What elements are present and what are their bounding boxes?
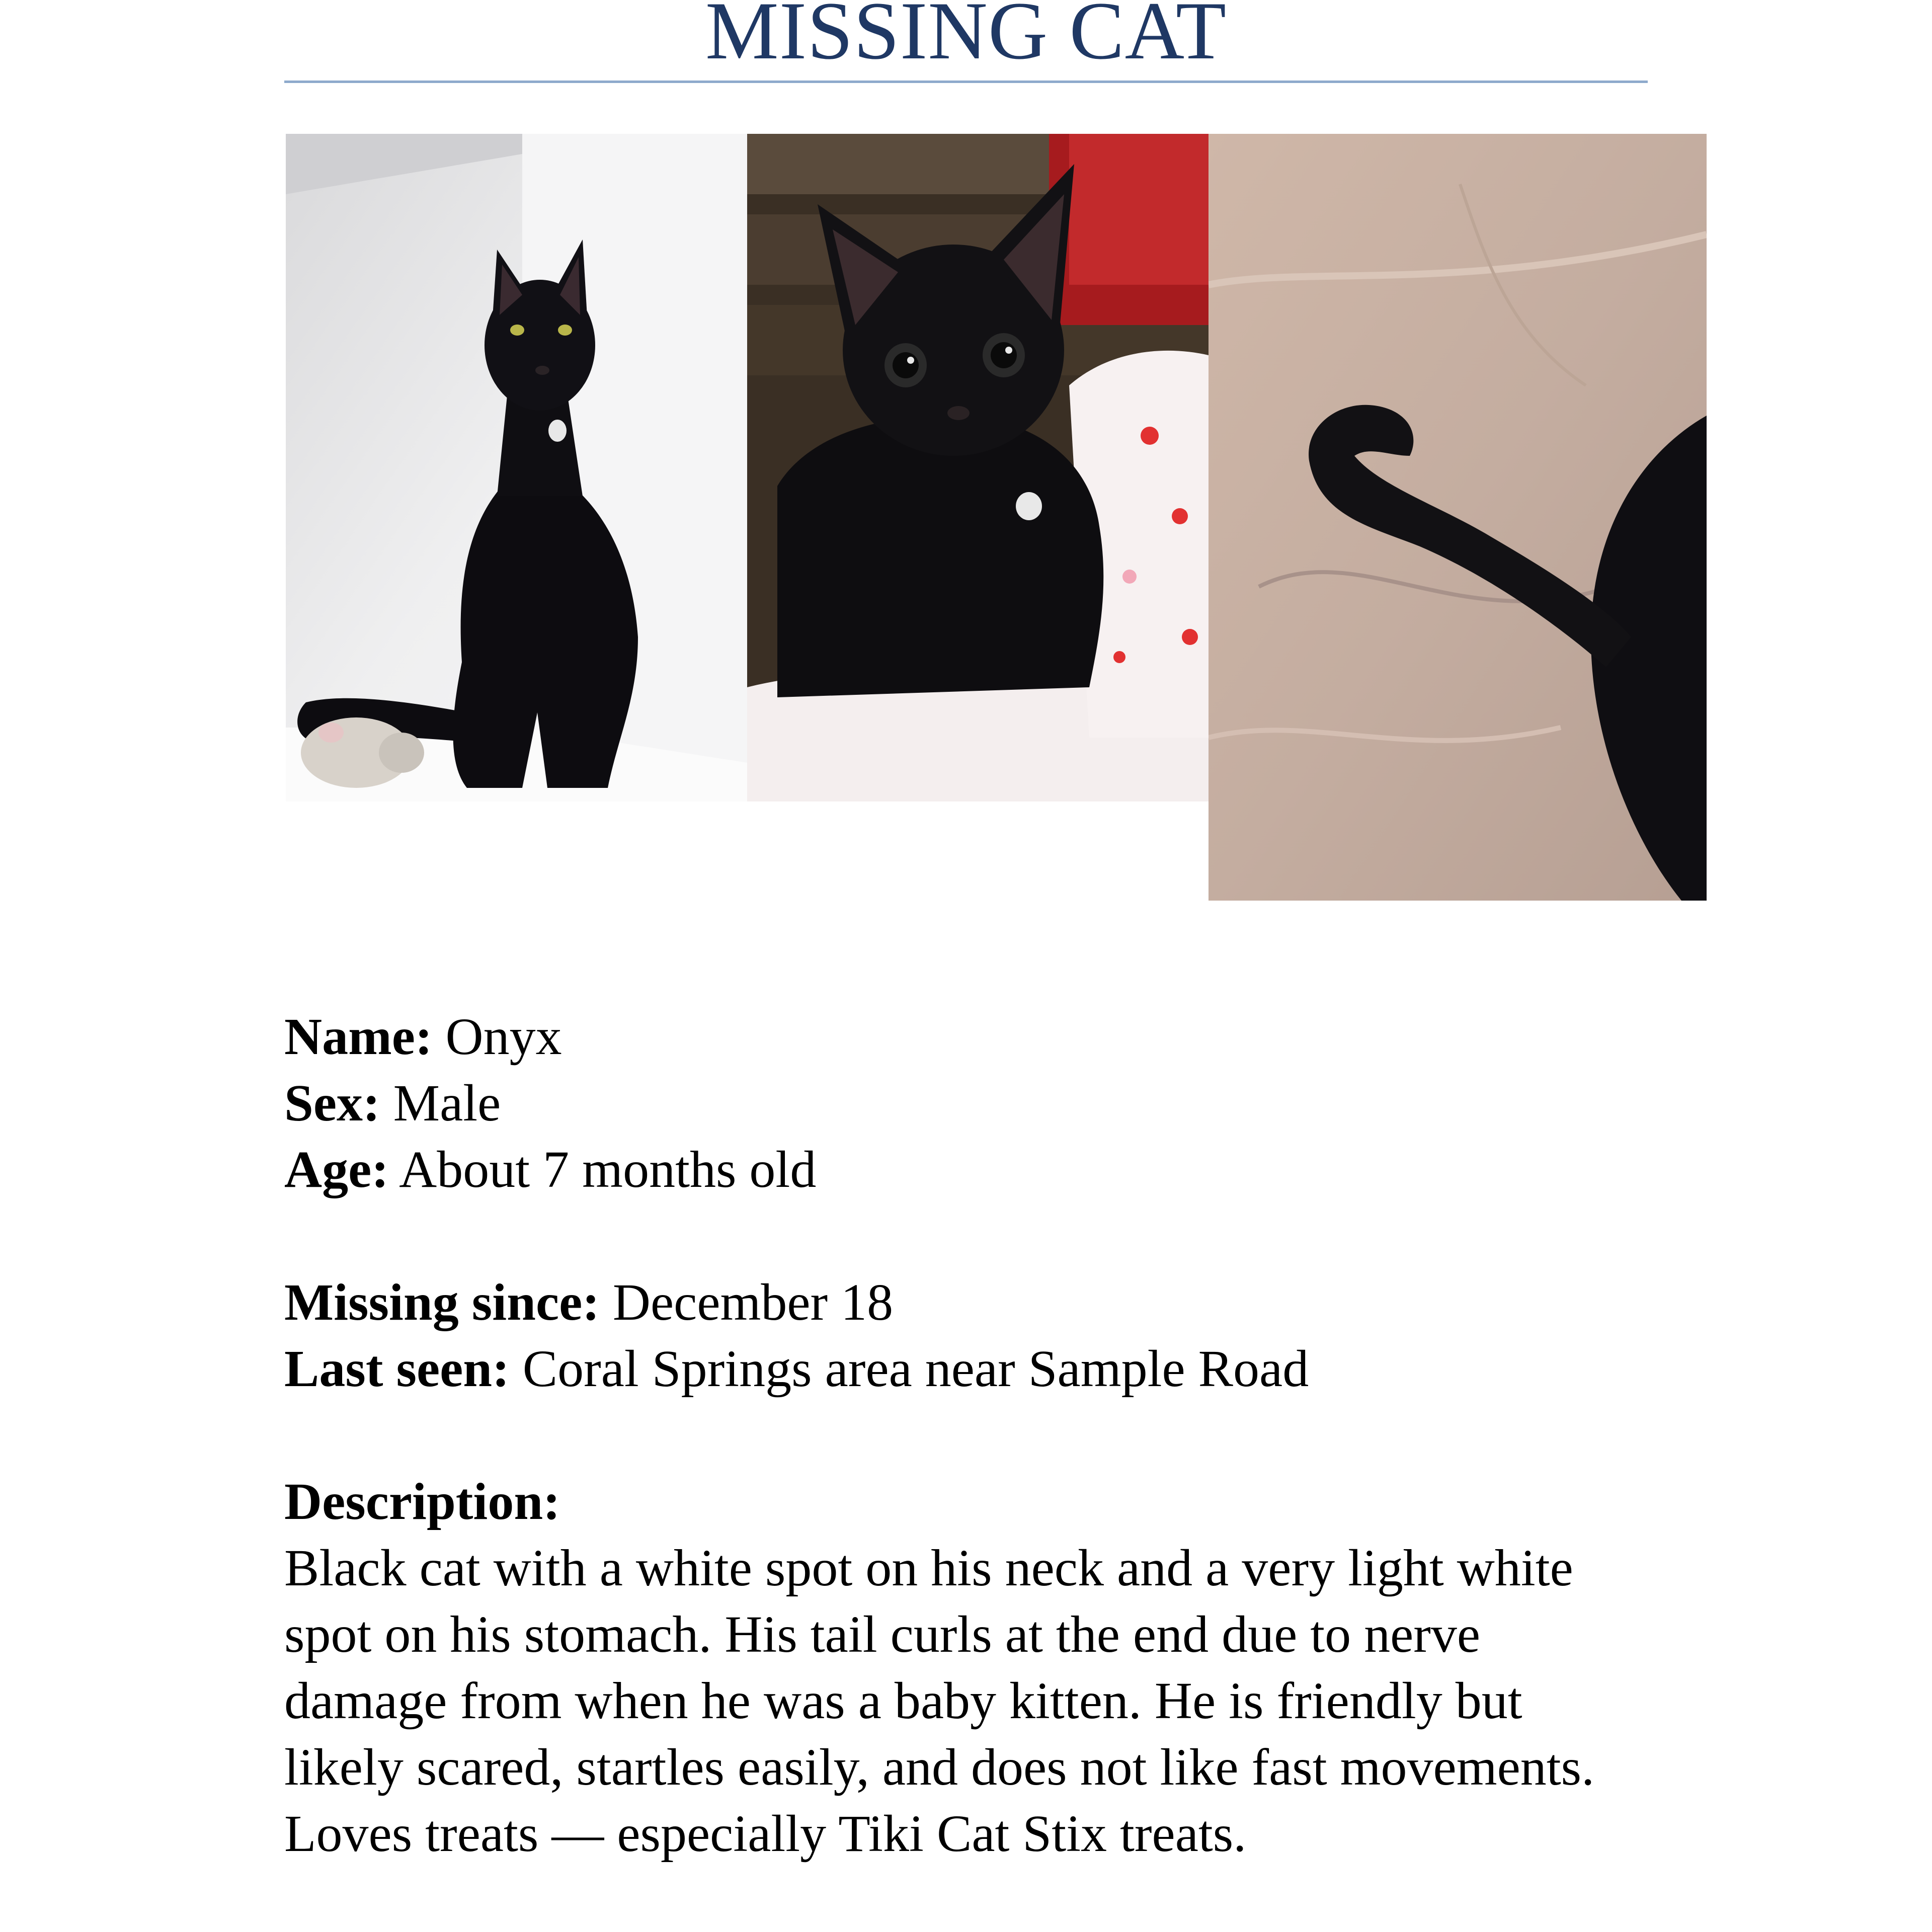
last-seen-label: Last seen: <box>284 1340 510 1398</box>
cat-photo-closeup <box>747 134 1209 801</box>
sex-row <box>284 1070 1648 1137</box>
description-label: Description: <box>284 1473 560 1531</box>
cat-tail-photo <box>1209 134 1707 901</box>
last-seen-value: Coral Springs area near Sample Road <box>522 1340 1309 1398</box>
name-value: Onyx <box>445 1008 562 1066</box>
sex-label: Sex: <box>284 1074 380 1132</box>
name-row <box>284 1004 1648 1070</box>
description-heading-row <box>284 1469 1648 1535</box>
missing-since-row <box>284 1269 1648 1336</box>
cat-photo-sitting <box>286 134 747 801</box>
age-label: Age: <box>284 1141 389 1198</box>
cat-closeup-illustration <box>747 134 1209 801</box>
poster-title: MISSING CAT <box>705 0 1227 76</box>
name-label: Name: <box>284 1008 433 1066</box>
missing-since-label: Missing since: <box>284 1273 600 1331</box>
missing-since-value: December 18 <box>612 1273 894 1331</box>
age-value: About 7 months old <box>399 1141 817 1198</box>
age-row <box>284 1137 1648 1203</box>
sex-value: Male <box>393 1074 501 1132</box>
cat-sitting-illustration <box>286 134 747 801</box>
title-divider <box>284 80 1648 83</box>
description-text: Black cat with a white spot on his neck and a very light white spot on his stomach. His tail curls at the end due to nerve damage from when he was a baby kitten. He is friendly but likely scared, startles easily, and does not like fast movements. Loves treats — especially Tiki Cat Stix treats. <box>284 1539 1595 1863</box>
cat-tail-illustration <box>1209 134 1707 901</box>
last-seen-row <box>284 1336 1648 1402</box>
cat-details <box>284 1004 1648 1867</box>
